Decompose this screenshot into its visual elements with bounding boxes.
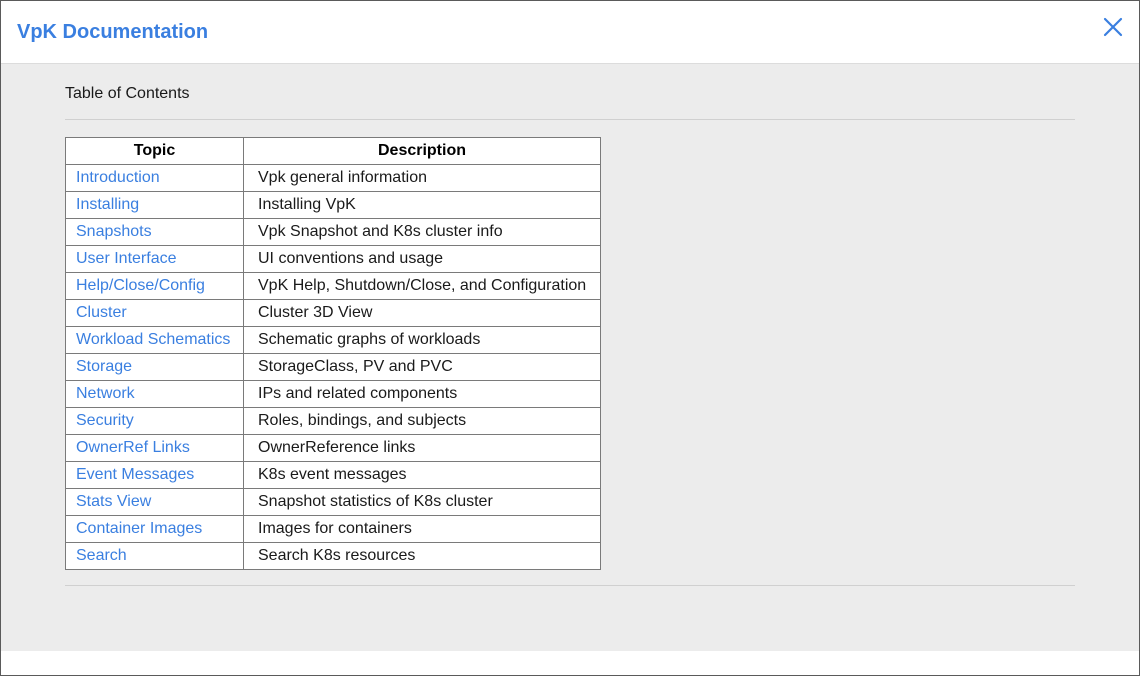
toc-heading: Table of Contents — [65, 85, 190, 102]
table-header-row — [66, 138, 601, 165]
topic-description: VpK Help, Shutdown/Close, and Configuration — [244, 273, 601, 300]
topic-link[interactable]: Search — [66, 543, 244, 570]
table-row — [66, 192, 601, 219]
topic-description: IPs and related components — [244, 381, 601, 408]
topic-link[interactable]: Installing — [66, 192, 244, 219]
topic-link[interactable]: Snapshots — [66, 219, 244, 246]
topic-description: StorageClass, PV and PVC — [244, 354, 601, 381]
table-row — [66, 408, 601, 435]
table-row — [66, 273, 601, 300]
topic-link[interactable]: Network — [66, 381, 244, 408]
table-row — [66, 516, 601, 543]
topic-link[interactable]: Stats View — [66, 489, 244, 516]
topic-description: Schematic graphs of workloads — [244, 327, 601, 354]
topic-link[interactable]: User Interface — [66, 246, 244, 273]
documentation-dialog — [1, 1, 1139, 675]
topic-link[interactable]: OwnerRef Links — [66, 435, 244, 462]
close-icon[interactable] — [1101, 15, 1125, 39]
table-row — [66, 219, 601, 246]
topic-link[interactable]: Workload Schematics — [66, 327, 244, 354]
divider-bottom — [65, 585, 1075, 586]
close-button[interactable] — [1101, 15, 1125, 39]
dialog-body — [1, 64, 1139, 651]
topic-link[interactable]: Event Messages — [66, 462, 244, 489]
topic-link[interactable]: Container Images — [66, 516, 244, 543]
topic-description: UI conventions and usage — [244, 246, 601, 273]
table-row — [66, 300, 601, 327]
topic-description: Snapshot statistics of K8s cluster — [244, 489, 601, 516]
topic-description: Images for containers — [244, 516, 601, 543]
topic-link[interactable]: Introduction — [66, 165, 244, 192]
topic-description: Vpk Snapshot and K8s cluster info — [244, 219, 601, 246]
toc-table-body — [66, 165, 601, 570]
table-row — [66, 327, 601, 354]
table-row — [66, 543, 601, 570]
topic-description: Vpk general information — [244, 165, 601, 192]
topic-description: Installing VpK — [244, 192, 601, 219]
topic-description: Cluster 3D View — [244, 300, 601, 327]
table-row — [66, 381, 601, 408]
topic-link[interactable]: Storage — [66, 354, 244, 381]
table-row — [66, 435, 601, 462]
dialog-header — [1, 1, 1139, 64]
column-header-topic: Topic — [66, 138, 244, 165]
topic-description: Search K8s resources — [244, 543, 601, 570]
topic-description: Roles, bindings, and subjects — [244, 408, 601, 435]
table-row — [66, 489, 601, 516]
table-row — [66, 165, 601, 192]
topic-description: OwnerReference links — [244, 435, 601, 462]
dialog-footer — [1, 651, 1139, 675]
topic-link[interactable]: Cluster — [66, 300, 244, 327]
table-row — [66, 246, 601, 273]
topic-description: K8s event messages — [244, 462, 601, 489]
topic-link[interactable]: Help/Close/Config — [66, 273, 244, 300]
column-header-description: Description — [244, 138, 601, 165]
table-row — [66, 462, 601, 489]
table-row — [66, 354, 601, 381]
toc-table — [65, 137, 601, 570]
topic-link[interactable]: Security — [66, 408, 244, 435]
divider-top — [65, 119, 1075, 120]
dialog-title: VpK Documentation — [17, 21, 209, 43]
